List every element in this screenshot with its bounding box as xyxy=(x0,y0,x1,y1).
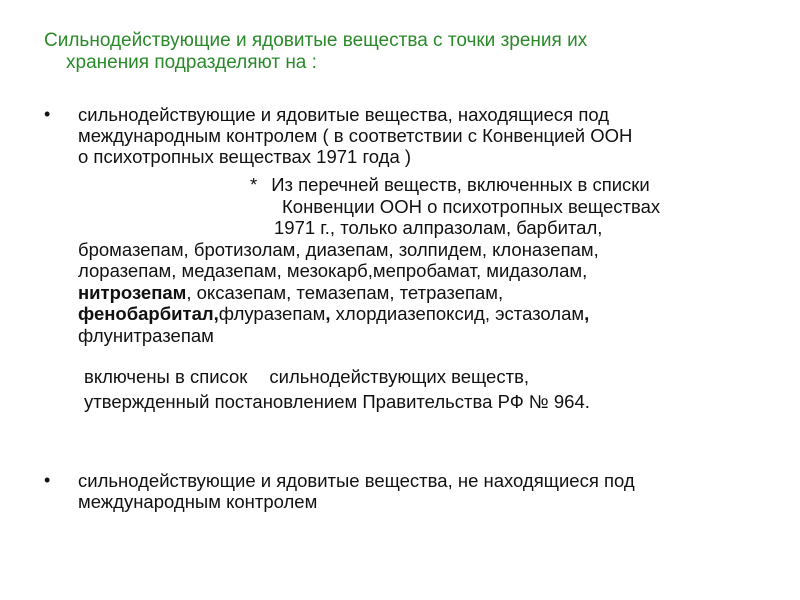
inclusion-line xyxy=(84,364,774,389)
bullet-marker: • xyxy=(44,470,51,490)
inclusion-text: включены в список xyxy=(84,366,248,387)
note-text: Из перечней веществ, включенных в списки xyxy=(271,174,650,195)
note-line xyxy=(78,303,778,325)
heading-line-2: хранения подразделяют на : xyxy=(66,52,317,73)
bold-substance: фенобарбитал, xyxy=(78,303,219,324)
inclusion-text: сильнодействующих веществ, xyxy=(269,366,530,387)
bullet-line: о психотропных веществах 1971 года ) xyxy=(78,146,412,167)
inclusion-line: утвержденный постановлением Правительства РФ № 964. xyxy=(84,391,590,412)
bold-comma: , xyxy=(584,303,590,324)
bold-comma: , xyxy=(325,303,331,324)
bullet-line: сильнодействующие и ядовитые вещества, находящиеся под xyxy=(78,104,610,125)
bullet-text xyxy=(78,470,764,512)
bullet-item-controlled xyxy=(44,104,764,167)
note-text: хлордиазепоксид, эстазолам xyxy=(330,303,585,324)
asterisk-marker: * xyxy=(250,174,258,195)
note-text: , оксазепам, темазепам, тетразепам, xyxy=(186,281,504,303)
note-line: Конвенции ООН о психотропных веществах xyxy=(282,195,661,217)
bullet-line: сильнодействующие и ядовитые вещества, не находящиеся под xyxy=(78,470,635,491)
inclusion-statement xyxy=(84,364,774,414)
note-line: флунитразепам xyxy=(78,324,214,346)
bullet-line: международным контролем ( в соответствии с Конвенцией ООН xyxy=(78,125,633,146)
bullet-line: международным контролем xyxy=(78,491,318,512)
note-line xyxy=(78,282,778,304)
note-line: лоразепам, медазепам, мезокарб,мепробамат, мидазолам, xyxy=(78,260,588,281)
bullet-marker: • xyxy=(44,104,51,124)
slide-heading xyxy=(44,30,774,74)
note-line: 1971 г., только алпразолам, барбитал, xyxy=(274,217,603,238)
heading-line-1: Сильнодействующие и ядовитые вещества с точки зрения их xyxy=(44,30,588,51)
bold-substance: нитрозепам xyxy=(78,281,187,303)
note-line: бромазепам, бротизолам, диазепам, золпидем, клоназепам, xyxy=(78,238,599,260)
bullet-text xyxy=(78,104,764,167)
footnote-substance-list xyxy=(78,174,778,346)
note-text: флуразепам xyxy=(218,303,326,324)
note-line xyxy=(78,174,778,196)
bullet-item-uncontrolled xyxy=(44,470,764,512)
